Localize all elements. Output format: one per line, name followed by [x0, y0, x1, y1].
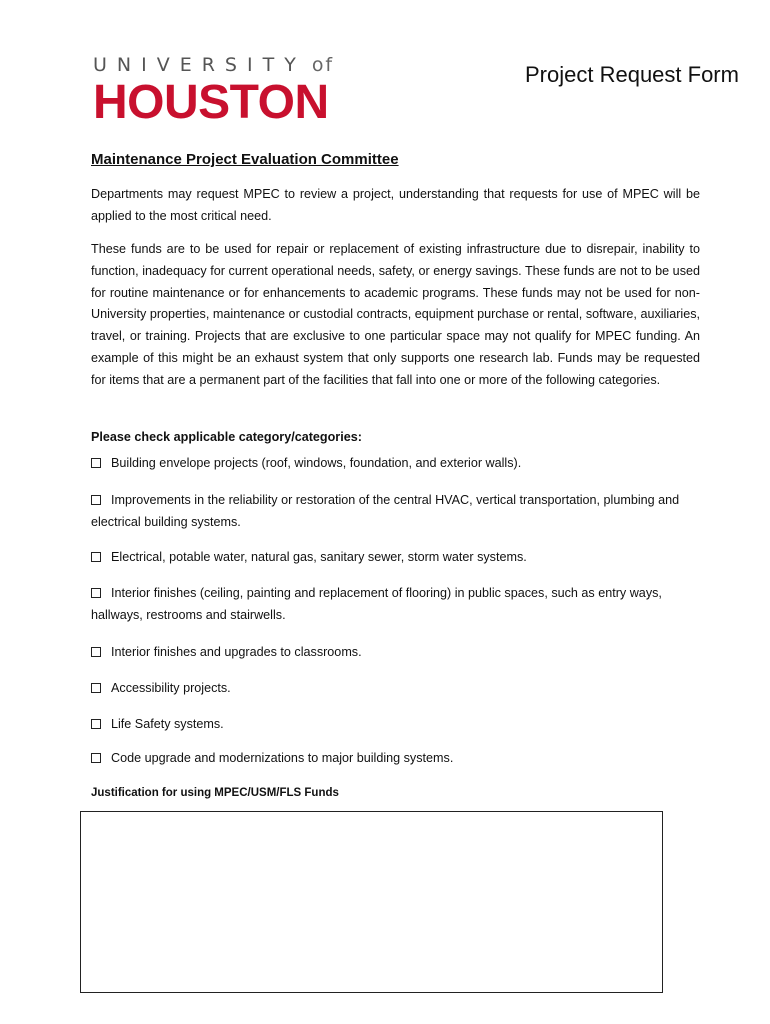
checklist-item-public-interior-finishes — [91, 582, 700, 626]
checkbox[interactable] — [91, 647, 101, 657]
logo-houston-text: HOUSTON — [93, 76, 329, 129]
university-logo — [93, 54, 353, 127]
justification-label: Justification for using MPEC/USM/FLS Funds — [91, 787, 339, 799]
checklist-item-label: Electrical, potable water, natural gas, sanitary sewer, storm water systems. — [111, 550, 527, 564]
checklist-item-central-systems — [91, 489, 700, 533]
checkbox[interactable] — [91, 495, 101, 505]
checkbox[interactable] — [91, 753, 101, 763]
logo-university-line — [93, 54, 353, 76]
checklist-item-label: Accessibility projects. — [111, 681, 231, 695]
checklist-item-label: Interior finishes and upgrades to classrooms. — [111, 645, 362, 659]
section-heading: Maintenance Project Evaluation Committee — [91, 151, 399, 168]
checklist-item-label: Improvements in the reliability or restoration of the central HVAC, vertical transportation, plumbing and electrical building systems. — [91, 493, 680, 529]
checkbox[interactable] — [91, 458, 101, 468]
checklist-item-building-envelope — [91, 452, 700, 474]
checklist-item-utilities — [91, 546, 700, 568]
checklist-heading: Please check applicable category/categories: — [91, 430, 362, 444]
checklist-item-label: Life Safety systems. — [111, 717, 224, 731]
checkbox[interactable] — [91, 683, 101, 693]
justification-text-box[interactable] — [80, 811, 663, 993]
checklist-item-label: Interior finishes (ceiling, painting and replacement of flooring) in public spaces, such as entry ways, hallways, restrooms and stairwells. — [91, 586, 662, 622]
checklist-item-classroom-finishes — [91, 641, 700, 663]
checklist-item-label: Building envelope projects (roof, windows, foundation, and exterior walls). — [111, 456, 522, 470]
checklist-item-accessibility — [91, 677, 700, 699]
checklist-item-life-safety — [91, 713, 700, 735]
checklist-item-label: Code upgrade and modernizations to major building systems. — [111, 751, 454, 765]
checklist-item-code-upgrade — [91, 747, 700, 769]
logo-of-text: of — [311, 54, 335, 76]
logo-university-text: UNIVERSITY — [93, 54, 306, 76]
checkbox[interactable] — [91, 588, 101, 598]
checkbox[interactable] — [91, 552, 101, 562]
form-title: Project Request Form — [525, 62, 739, 87]
intro-paragraph: Departments may request MPEC to review a project, understanding that requests for use of MPEC will be applied to the most critical need. — [91, 187, 700, 223]
funding-rules-paragraph: These funds are to be used for repair or replacement of existing infrastructure due to disrepair, inability to function, inadequacy for current operational needs, safety, or energy savings. These funds are not to be used for routine maintenance or for enhancements to academic programs. These funds may not be used for non-University properties, maintenance or custodial contracts, equipment purchase or rental, software, auxiliaries, travel, or training. Projects that are exclusive to one particular space may not qualify for MPEC funding. An example of this might be an exhaust system that only supports one research lab. Funds may be requested for items that are a permanent part of the facilities that fall into one or more of the following categories. — [91, 242, 700, 387]
checkbox[interactable] — [91, 719, 101, 729]
